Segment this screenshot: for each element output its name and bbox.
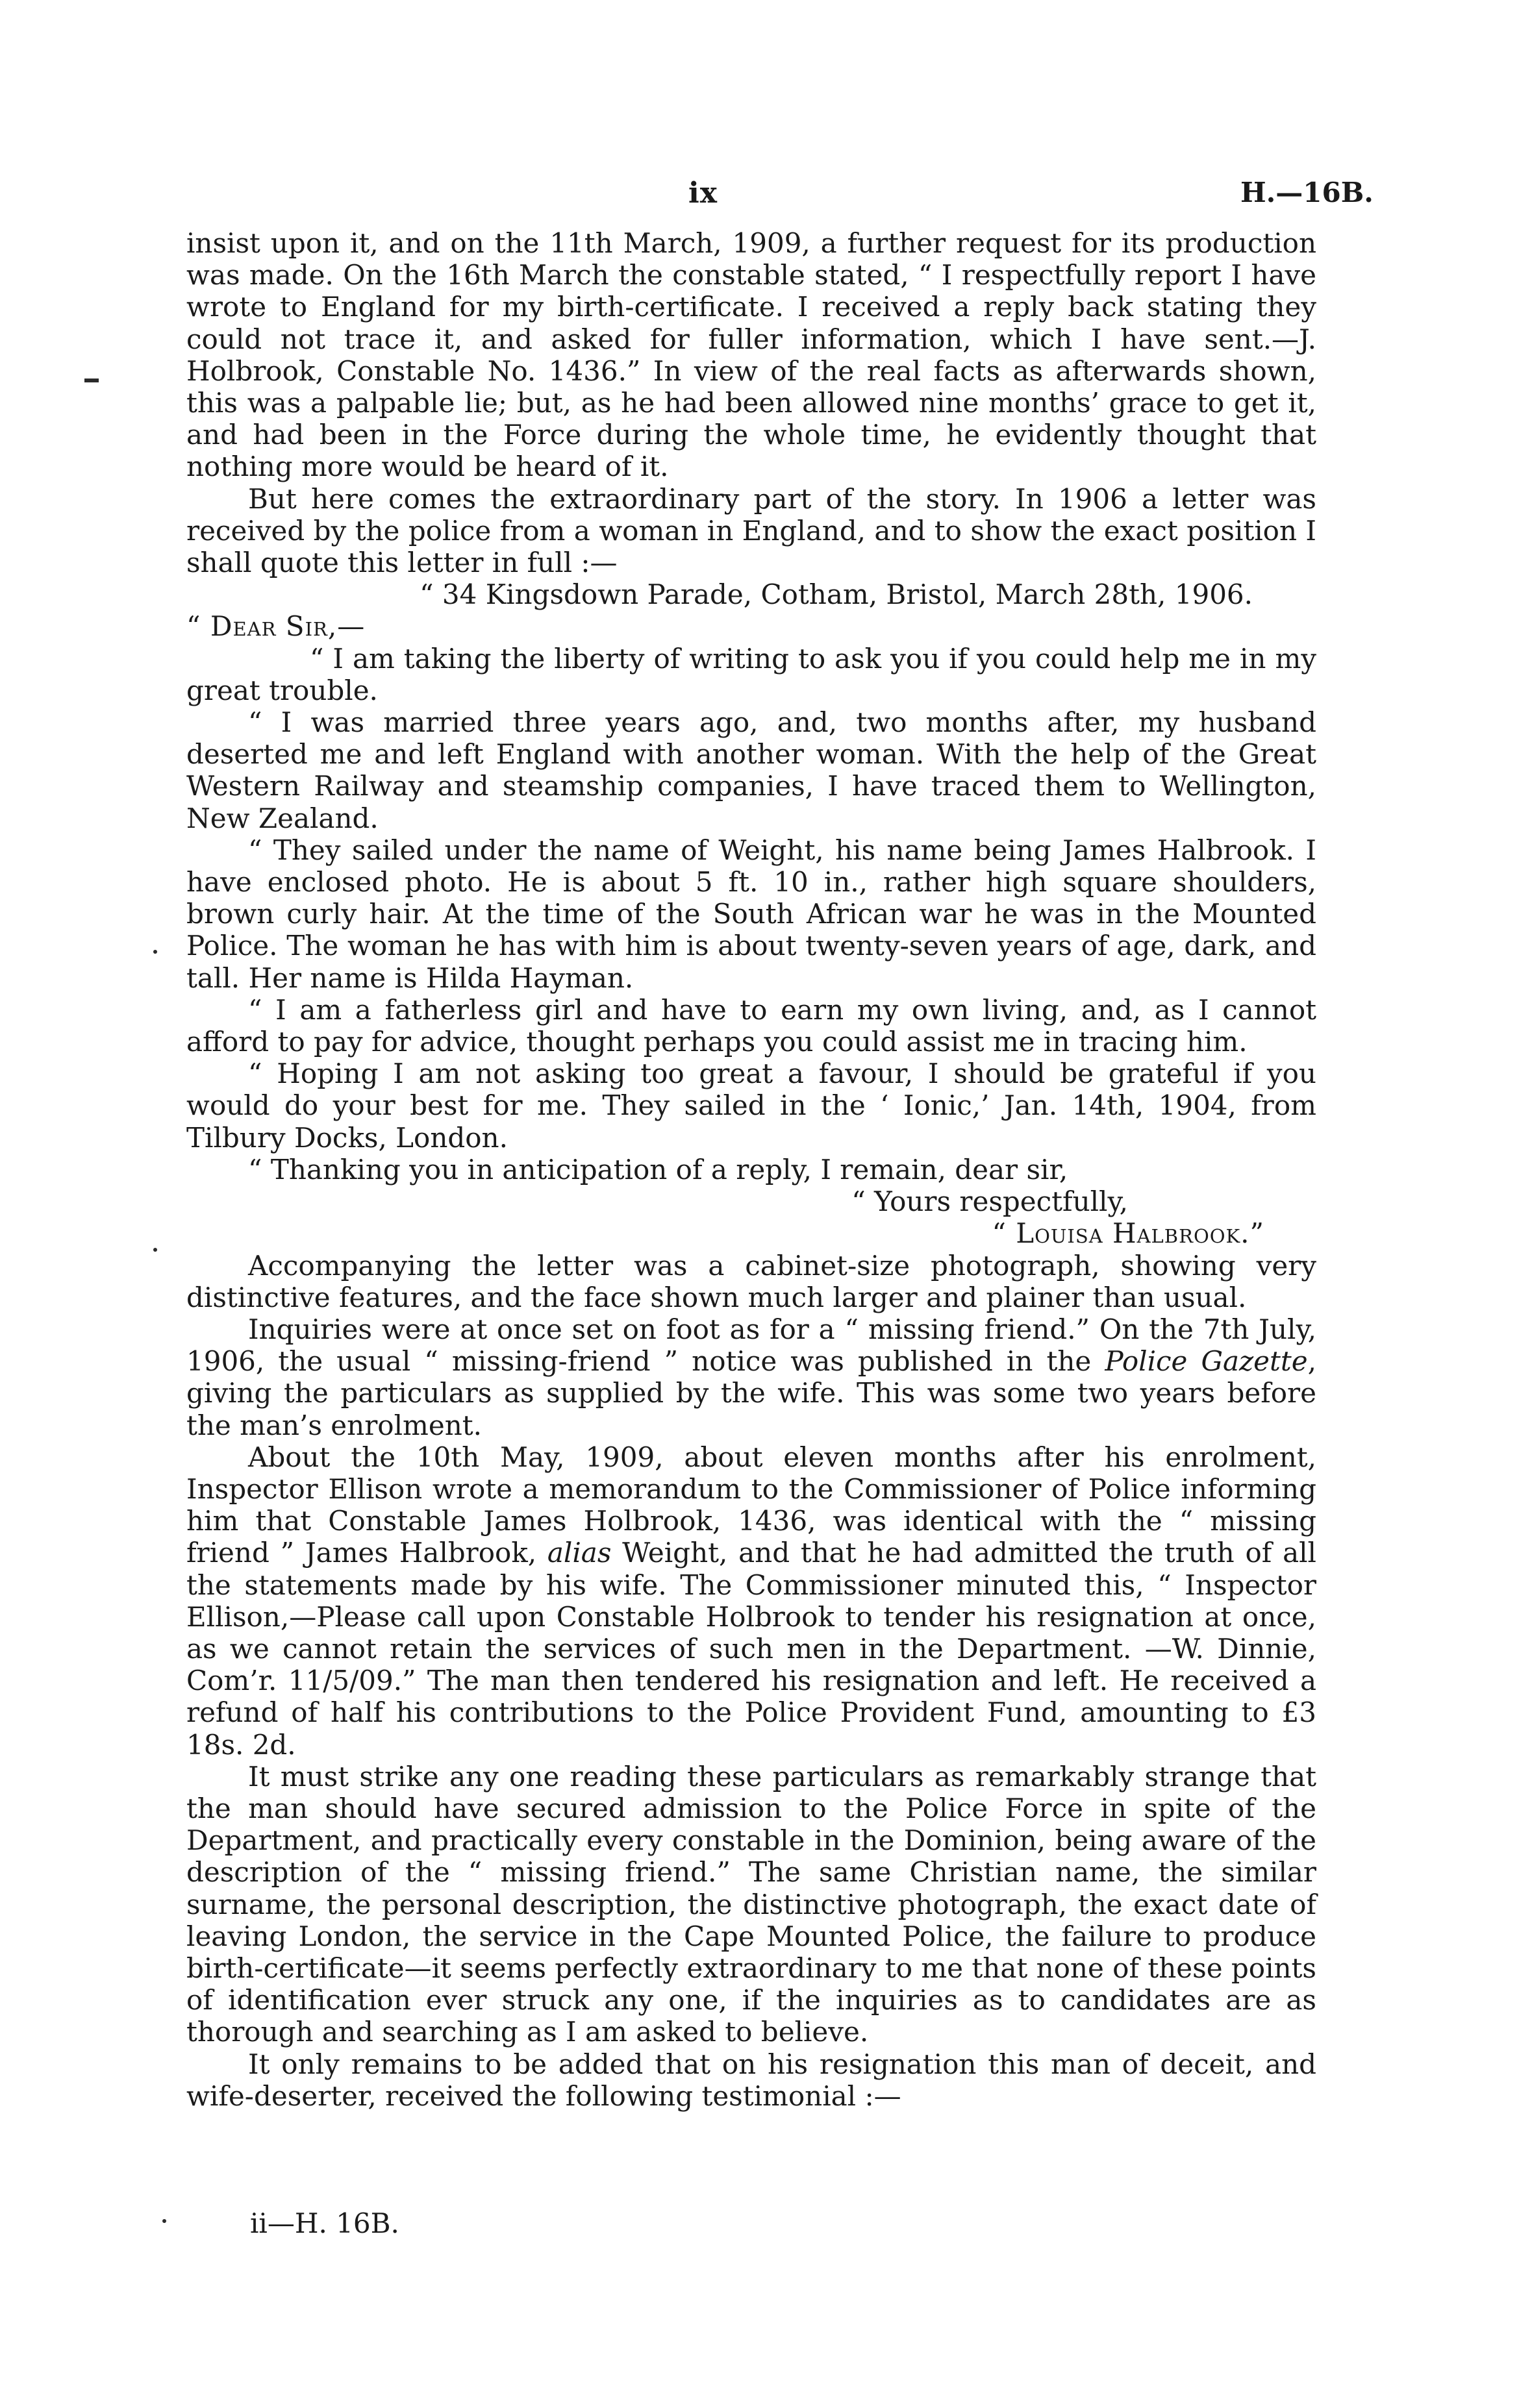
italic-title: Police Gazette xyxy=(1105,1345,1308,1378)
letter-paragraph: “ Hoping I am not asking too great a favour, I should be grateful if you would do your best for me. They sailed in the ‘ Ionic,’ Jan. 14th, 1904, from Tilbury Docks, London. xyxy=(186,1058,1316,1154)
margin-dot xyxy=(153,1248,157,1252)
text-run: About the 10th May, 1909, about eleven months after his enrolment, Inspector Ellison wrote a memorandum to the Commissioner of Police informing him that Constable James Holbrook, 1436, was identical with the “ missing friend ” James Halbrook, xyxy=(186,1441,1316,1569)
letter-paragraph: “ I am a fatherless girl and have to earn my own living, and, as I cannot afford to pay for advice, thought perhaps you could assist me in tracing him. xyxy=(186,993,1316,1058)
text-run: Inquiries were at once set on foot as for a “ missing friend.” On the 7th July, 1906, the usual “ missing-friend ” notice was published in the xyxy=(186,1313,1316,1378)
letter-salutation: “ Dear Sir,— xyxy=(186,610,366,643)
letter-address: “ 34 Kingsdown Parade, Cotham, Bristol, March 28th, 1906. xyxy=(420,578,1253,611)
text-run: Weight, and that he had admitted the truth of all the statements made by his wife. The Commissioner minuted this, “ Inspector Ellison,—Please call upon Constable Holbrook to tender his resignation at once, as we cannot retain the services of such men in the Department. —W. Dinnie, Com’r. 11/5/09.” The man then tendered his resignation and left. He received a refund of half his contributions to the Police Provident Fund, amounting to £3 18s. 2d. xyxy=(186,1537,1316,1761)
paragraph xyxy=(186,1441,1316,1761)
paragraph: Accompanying the letter was a cabinet-size photograph, showing very distinctive features, and the face shown much larger and plainer than usual. xyxy=(186,1249,1316,1313)
letter-paragraph: “ I was married three years ago, and, two months after, my husband deserted me and left England with another woman. With the help of the Great Western Railway and steamship companies, I have traced them to Wellington, New Zealand. xyxy=(186,706,1316,834)
document-body xyxy=(186,227,1316,2112)
paragraph-continuation: insist upon it, and on the 11th March, 1909, a further request for its production was made. On the 16th March the constable stated, “ I respectfully report I have wrote to England for my birth-certificate. I received a reply back stating they could not trace it, and asked for fuller information, which I have sent.—J. Holbrook, Constable No. 1436.” In view of the real facts as afterwards shown, this was a palpable lie; but, as he had been allowed nine months’ grace to get it, and had been in the Force during the whole time, he evidently thought that nothing more would be heard of it. xyxy=(186,227,1316,483)
paragraph: It must strike any one reading these particulars as remarkably strange that the man should have secured admission to the Police Force in spite of the Department, and practically every constable in the Dominion, being aware of the description of the “ missing friend.” The same Christian name, the similar surname, the personal description, the distinctive photograph, the exact date of leaving London, the service in the Cape Mounted Police, the failure to produce birth-certificate—it seems perfectly extraordinary to me that none of these points of identification ever struck any one, if the inquiries as to candidates are as thorough and searching as I am asked to believe. xyxy=(186,1760,1316,2048)
letter-paragraph: “ I am taking the liberty of writing to ask you if you could help me in my great trouble. xyxy=(186,642,1316,706)
paragraph xyxy=(186,1313,1316,1441)
italic-term: alias xyxy=(547,1537,612,1569)
paragraph: It only remains to be added that on his resignation this man of deceit, and wife-deserter, received the following testimonial :— xyxy=(186,2048,1316,2112)
margin-dot xyxy=(162,2219,166,2223)
letter-signoff: “ Yours respectfully, xyxy=(851,1185,1128,1218)
letter-paragraph: “ Thanking you in anticipation of a reply, I remain, dear sir, xyxy=(248,1153,1068,1185)
signature-reference: ii—H. 16B. xyxy=(250,2207,399,2239)
page-number: ix xyxy=(688,177,718,210)
paragraph: But here comes the extraordinary part of the story. In 1906 a letter was received by the police from a woman in England, and to show the exact position I shall quote this letter in full :— xyxy=(186,482,1316,579)
letter-paragraph: “ They sailed under the name of Weight, his name being James Halbrook. I have enclosed photo. He is about 5 ft. 10 in., rather high square shoulders, brown curly hair. At the time of the South African war he was in the Mounted Police. The woman he has with him is about twenty-seven years of age, dark, and tall. Her name is Hilda Hayman. xyxy=(186,834,1316,994)
paper-reference: H.—16B. xyxy=(1240,177,1374,208)
margin-dot xyxy=(153,950,157,954)
letter-signature: “ Louisa Halbrook.” xyxy=(992,1217,1264,1250)
margin-mark xyxy=(84,379,99,382)
text-run: , giving the particulars as supplied by the wife. This was some two years before the man’s enrolment. xyxy=(186,1345,1316,1441)
